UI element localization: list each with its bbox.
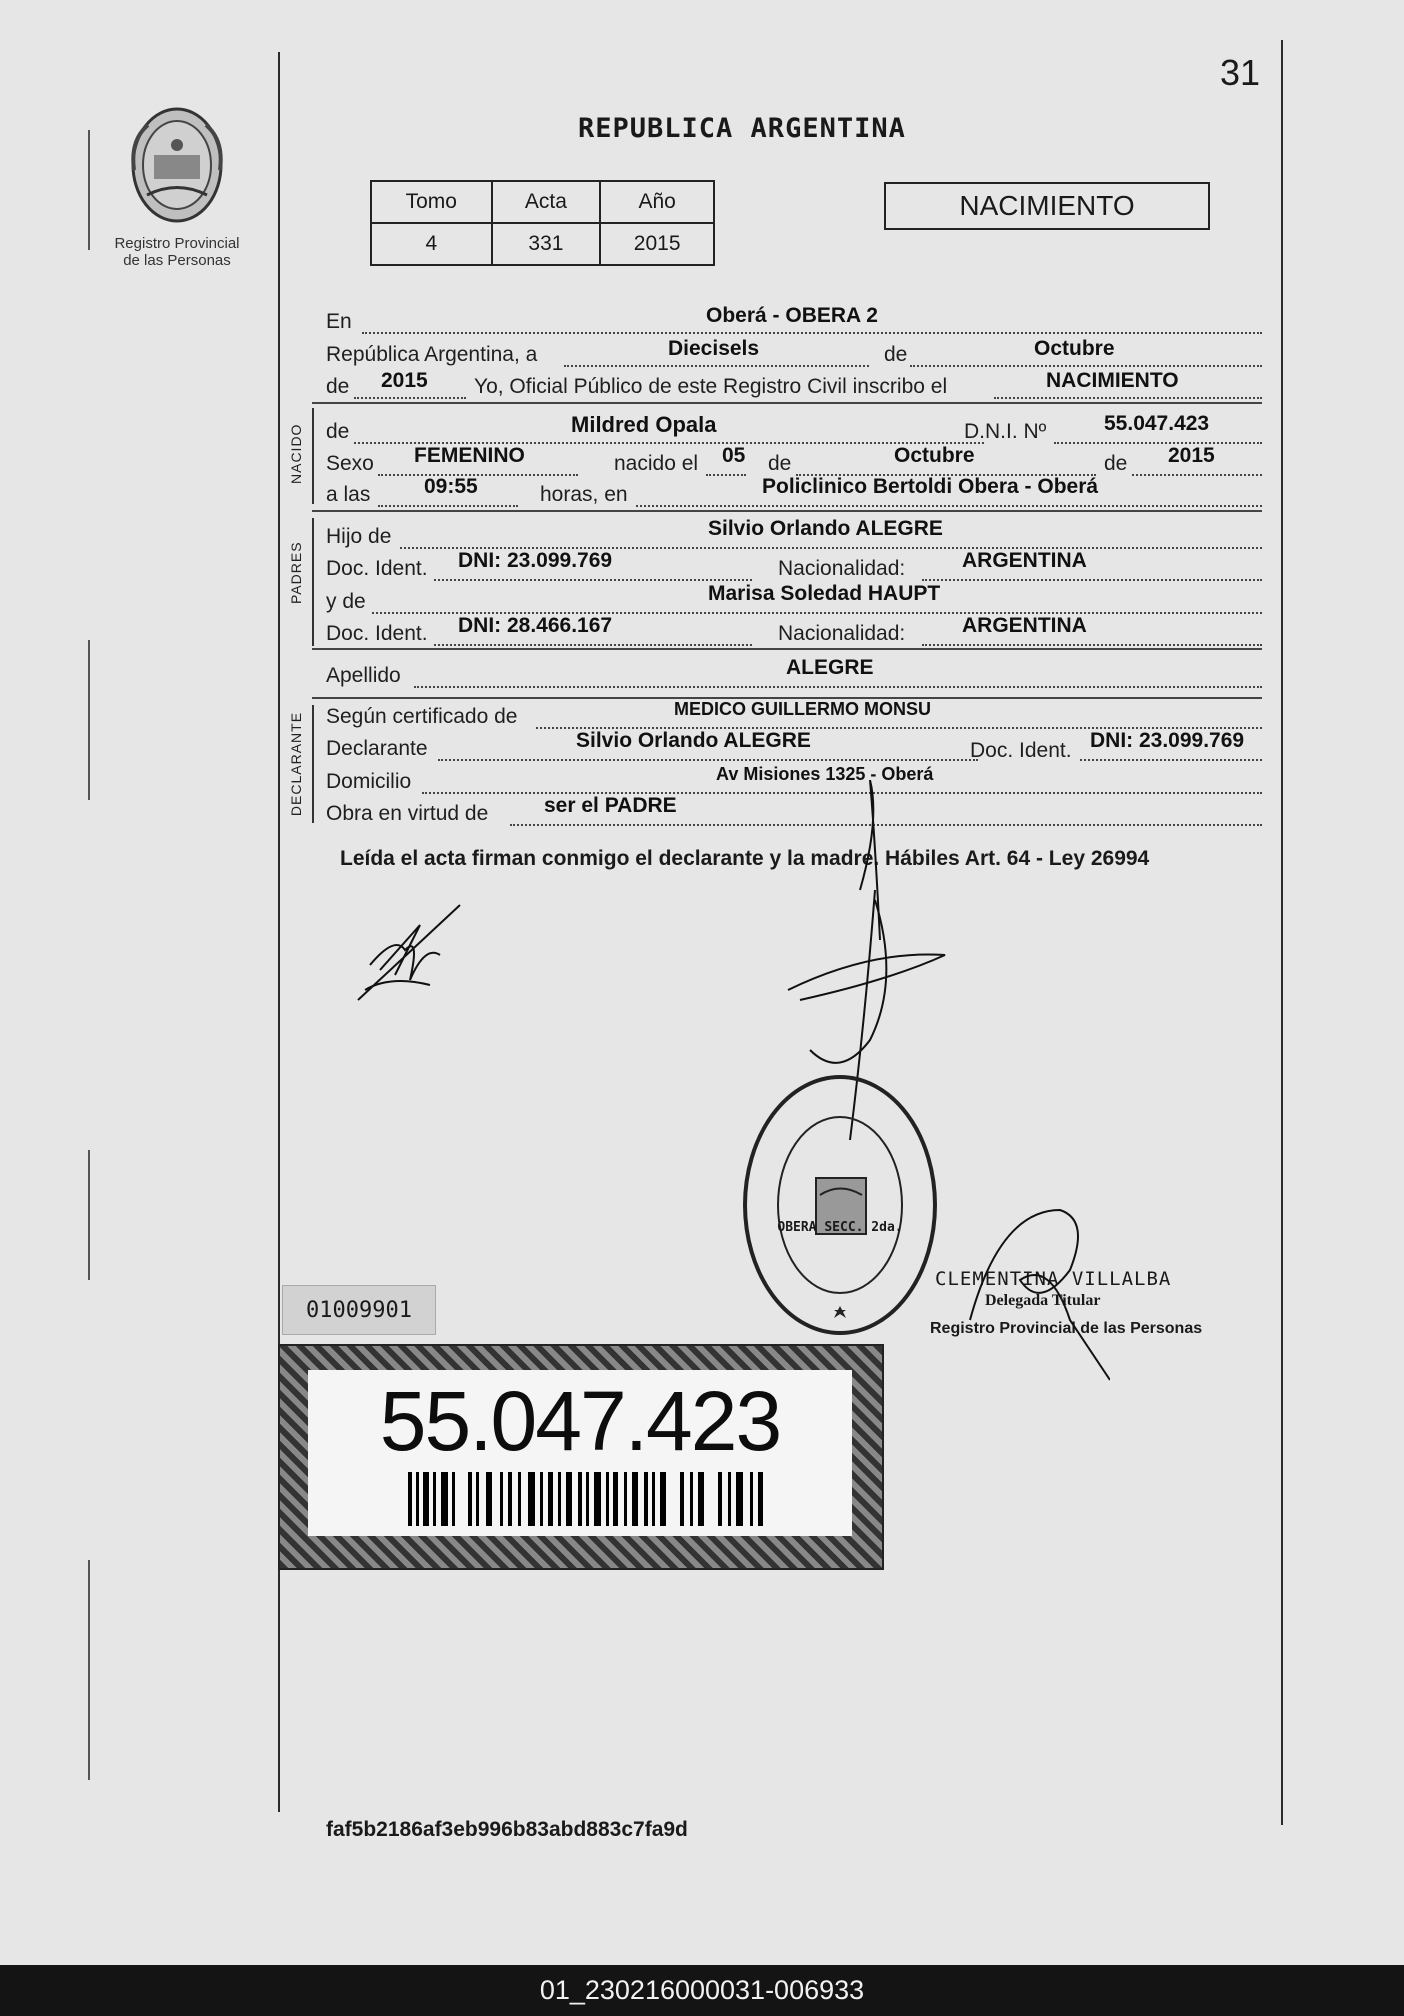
- sexo-label: Sexo: [326, 452, 374, 475]
- margin-line: [88, 640, 90, 800]
- horas-label: horas, en: [540, 483, 628, 506]
- page-number: 31: [1220, 52, 1261, 93]
- father-nationality: ARGENTINA: [962, 549, 1087, 572]
- obra-value: ser el PADRE: [544, 794, 677, 817]
- nacido-de-label3: de: [1104, 452, 1128, 475]
- domicilio-label: Domicilio: [326, 770, 412, 793]
- row-apellido: [326, 656, 1262, 694]
- dni-label: D.N.I. Nº: [964, 420, 1047, 443]
- anio-value: 2015: [600, 223, 714, 265]
- de-label: de: [884, 343, 908, 366]
- country-title: REPUBLICA ARGENTINA: [578, 113, 906, 144]
- official-name: CLEMENTINA VILLALBA: [935, 1268, 1172, 1290]
- sexo-value: FEMENINO: [414, 444, 525, 467]
- record-table: [370, 180, 715, 266]
- footer-id-bar: [0, 1965, 1404, 2016]
- birth-time: 09:55: [424, 475, 478, 498]
- barcode-label: [308, 1370, 852, 1536]
- closing-text: Leída el acta firman conmigo el declarante y la madre. Hábiles Art. 64 - Ley 26994: [340, 847, 1150, 870]
- right-border: [1281, 40, 1283, 1825]
- official-org: Registro Provincial de las Personas: [930, 1320, 1203, 1337]
- apellido-value: ALEGRE: [786, 656, 874, 679]
- left-signature: [350, 895, 490, 1010]
- day-value: Diecisels: [668, 337, 760, 360]
- official-signature: [960, 1200, 1110, 1390]
- madre-doc-label: Doc. Ident.: [326, 622, 428, 645]
- certificado-value: MEDICO GUILLERMO MONSU: [674, 699, 931, 719]
- tomo-value: 4: [371, 223, 492, 265]
- yo-text: Yo, Oficial Público de este Registro Civil inscribo el: [474, 375, 948, 398]
- mother-name: Marisa Soledad HAUPT: [708, 582, 941, 605]
- section-divider: [312, 510, 1262, 512]
- acta-header: Acta: [492, 181, 601, 223]
- nacido-el-label: nacido el: [614, 452, 699, 475]
- hijo-de-label: Hijo de: [326, 525, 392, 548]
- row-nacido-hora: [326, 475, 1262, 513]
- segun-label: Según certificado de: [326, 705, 518, 728]
- logo-caption-line1: Registro Provincial: [114, 235, 240, 252]
- apellido-label: Apellido: [326, 664, 401, 687]
- stamp-inner-text: OBERA SECC. 2da.: [777, 1220, 903, 1235]
- stamp-seal-icon: [740, 1070, 940, 1340]
- barcode-sticker: [278, 1344, 884, 1570]
- nacido-de-label2: de: [768, 452, 792, 475]
- section-divider: [312, 402, 1262, 404]
- barcode-number: 55.047.423: [379, 1374, 781, 1468]
- row-en: [326, 304, 1262, 340]
- document-type-box: NACIMIENTO: [884, 182, 1210, 230]
- declarante-label: Declarante: [326, 737, 428, 760]
- y-de-label: y de: [326, 590, 366, 613]
- document-hash: faf5b2186af3eb996b83abd883c7fa9d: [326, 1818, 688, 1841]
- en-value: Oberá - OBERA 2: [706, 304, 878, 327]
- a-las-label: a las: [326, 483, 371, 506]
- acta-value: 331: [492, 223, 601, 265]
- domicilio-value: Av Misiones 1325 - Oberá: [716, 764, 934, 784]
- declarante-doc-label: Doc. Ident.: [970, 739, 1072, 762]
- margin-line: [88, 1560, 90, 1780]
- official-title: Delegada Titular: [985, 1292, 1101, 1309]
- en-label: En: [326, 310, 352, 333]
- year-value: 2015: [381, 369, 428, 392]
- padre-doc-label: Doc. Ident.: [326, 557, 428, 580]
- section-divider: [312, 648, 1262, 650]
- birth-month: Octubre: [894, 444, 975, 467]
- republica-label: República Argentina, a: [326, 343, 538, 366]
- father-name: Silvio Orlando ALEGRE: [708, 517, 943, 540]
- child-dni: 55.047.423: [1104, 412, 1210, 435]
- madre-nac-label: Nacionalidad:: [778, 622, 906, 645]
- padre-nac-label: Nacionalidad:: [778, 557, 906, 580]
- mother-doc: DNI: 28.466.167: [458, 614, 613, 637]
- provincial-logo: [112, 100, 242, 269]
- obra-label: Obra en virtud de: [326, 802, 489, 825]
- row-declarante: [326, 729, 1262, 767]
- declarante-doc: DNI: 23.099.769: [1090, 729, 1245, 752]
- child-name: Mildred Opala: [571, 412, 717, 437]
- margin-line: [88, 1150, 90, 1280]
- mother-nationality: ARGENTINA: [962, 614, 1087, 637]
- misiones-seal-icon: [112, 100, 242, 230]
- anio-header: Año: [600, 181, 714, 223]
- serial-label: 01009901: [282, 1285, 436, 1335]
- month-value: Octubre: [1034, 337, 1115, 360]
- declarante-section-label: DECLARANTE: [288, 711, 304, 817]
- birth-year: 2015: [1168, 444, 1215, 467]
- barcode-icon: [408, 1472, 768, 1526]
- margin-line: [88, 130, 90, 250]
- de2-label: de: [326, 375, 350, 398]
- tomo-header: Tomo: [371, 181, 492, 223]
- logo-caption-line2: de las Personas: [123, 252, 231, 269]
- birth-place: Policlinico Bertoldi Obera - Oberá: [762, 475, 1099, 498]
- footer-id: 01_230216000031-006933: [539, 1975, 865, 2005]
- nacido-section-label: NACIDO: [288, 423, 304, 484]
- official-stamp: [740, 1070, 940, 1340]
- padres-section-label: PADRES: [288, 541, 304, 604]
- father-doc: DNI: 23.099.769: [458, 549, 613, 572]
- declarante-value: Silvio Orlando ALEGRE: [576, 729, 811, 752]
- inscribo-value: NACIMIENTO: [1046, 369, 1179, 392]
- nacido-de-label: de: [326, 420, 350, 443]
- birth-day: 05: [722, 444, 746, 467]
- row-anio: [326, 369, 1262, 405]
